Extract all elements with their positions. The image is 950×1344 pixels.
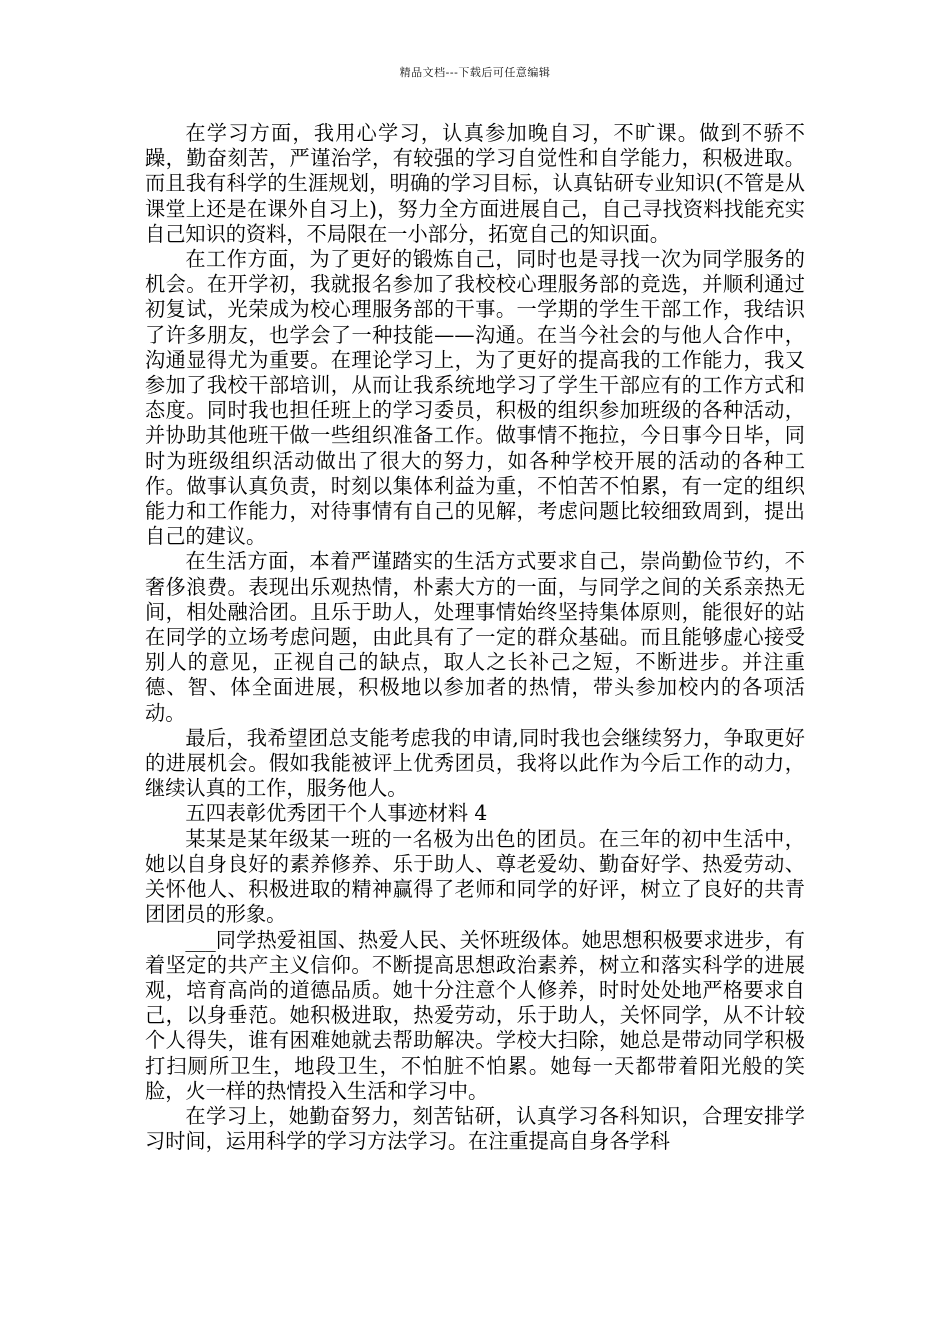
paragraph-conclusion: 最后，我希望团总支能考虑我的申请,同时我也会继续努力，争取更好的进展机会。假如我能被评上优秀团员，我将以此作为今后工作的动力，继续认真的工作，服务他人。	[145, 725, 805, 801]
paragraph-study: 在学习方面，我用心学习，认真参加晚自习，不旷课。做到不骄不躁，勤奋刻苦，严谨治学，有较强的学习自觉性和自学能力，积极进取。而且我有科学的生涯规划，明确的学习目标，认真钻研专业知识(不管是从课堂上还是在课外自习上)，努力全方面进展自己，自己寻找资料找能充实自己知识的资料，不局限在一小部分，拓宽自己的知识面。	[145, 121, 805, 246]
paragraph-learning: 在学习上，她勤奋努力，刻苦钻研，认真学习各科知识，合理安排学习时间，运用科学的学习方法学习。在注重提高自身各学科	[145, 1103, 805, 1154]
paragraph-intro: 某某是某年级某一班的一名极为出色的团员。在三年的初中生活中，她以自身良好的素养修养、乐于助人、尊老爱幼、勤奋好学、热爱劳动、关怀他人、积极进取的精神赢得了老师和同学的好评，树立了良好的共青团团员的形象。	[145, 826, 805, 927]
document-body	[145, 121, 805, 1154]
section-title: 五四表彰优秀团干个人事迹材料 4	[185, 801, 488, 826]
paragraph-ideology: ___同学热爱祖国、热爱人民、关怀班级体。她思想积极要求进步，有着坚定的共产主义信仰。不断提高思想政治素养，树立和落实科学的进展观，培育高尚的道德品质。她十分注意个人修养，时时处处地严格要求自己，以身垂范。她积极进取，热爱劳动，乐于助人，关怀同学，从不计较个人得失，谁有困难她就去帮助解决。学校大扫除，她总是带动同学积极打扫厕所卫生，地段卫生，不怕脏不怕累。她每一天都带着阳光般的笑脸，火一样的热情投入生活和学习中。	[145, 927, 805, 1103]
paragraph-life: 在生活方面，本着严谨踏实的生活方式要求自己，崇尚勤俭节约，不奢侈浪费。表现出乐观热情，朴素大方的一面，与同学之间的关系亲热无间，相处融洽团。且乐于助人，处理事情始终坚持集体原则，能很好的站在同学的立场考虑问题，由此具有了一定的群众基础。而且能够虚心接受别人的意见，正视自己的缺点，取人之长补己之短，不断进步。并注重德、智、体全面进展，积极地以参加者的热情，带头参加校内的各项活动。	[145, 549, 805, 725]
paragraph-work: 在工作方面，为了更好的锻炼自己，同时也是寻找一次为同学服务的机会。在开学初，我就报名参加了我校校心理服务部的竞选，并顺利通过初复试，光荣成为校心理服务部的干事。一学期的学生干部工作，我结识了许多朋友，也学会了一种技能——沟通。在当今社会的与他人合作中，沟通显得尤为重要。在理论学习上，为了更好的提高我的工作能力，我又参加了我校干部培训，从而让我系统地学习了学生干部应有的工作方式和态度。同时我也担任班上的学习委员，积极的组织参加班级的各种活动，并协助其他班干做一些组织准备工作。做事情不拖拉，今日事今日毕，同时为班级组织活动做出了很大的努力，如各种学校开展的活动的各种工作。做事认真负责，时刻以集体利益为重，不怕苦不怕累，有一定的组织能力和工作能力，对待事情有自己的见解，考虑问题比较细致周到，提出自己的建议。	[145, 247, 805, 549]
page-header: 精品文档---下载后可任意编辑	[399, 66, 551, 79]
